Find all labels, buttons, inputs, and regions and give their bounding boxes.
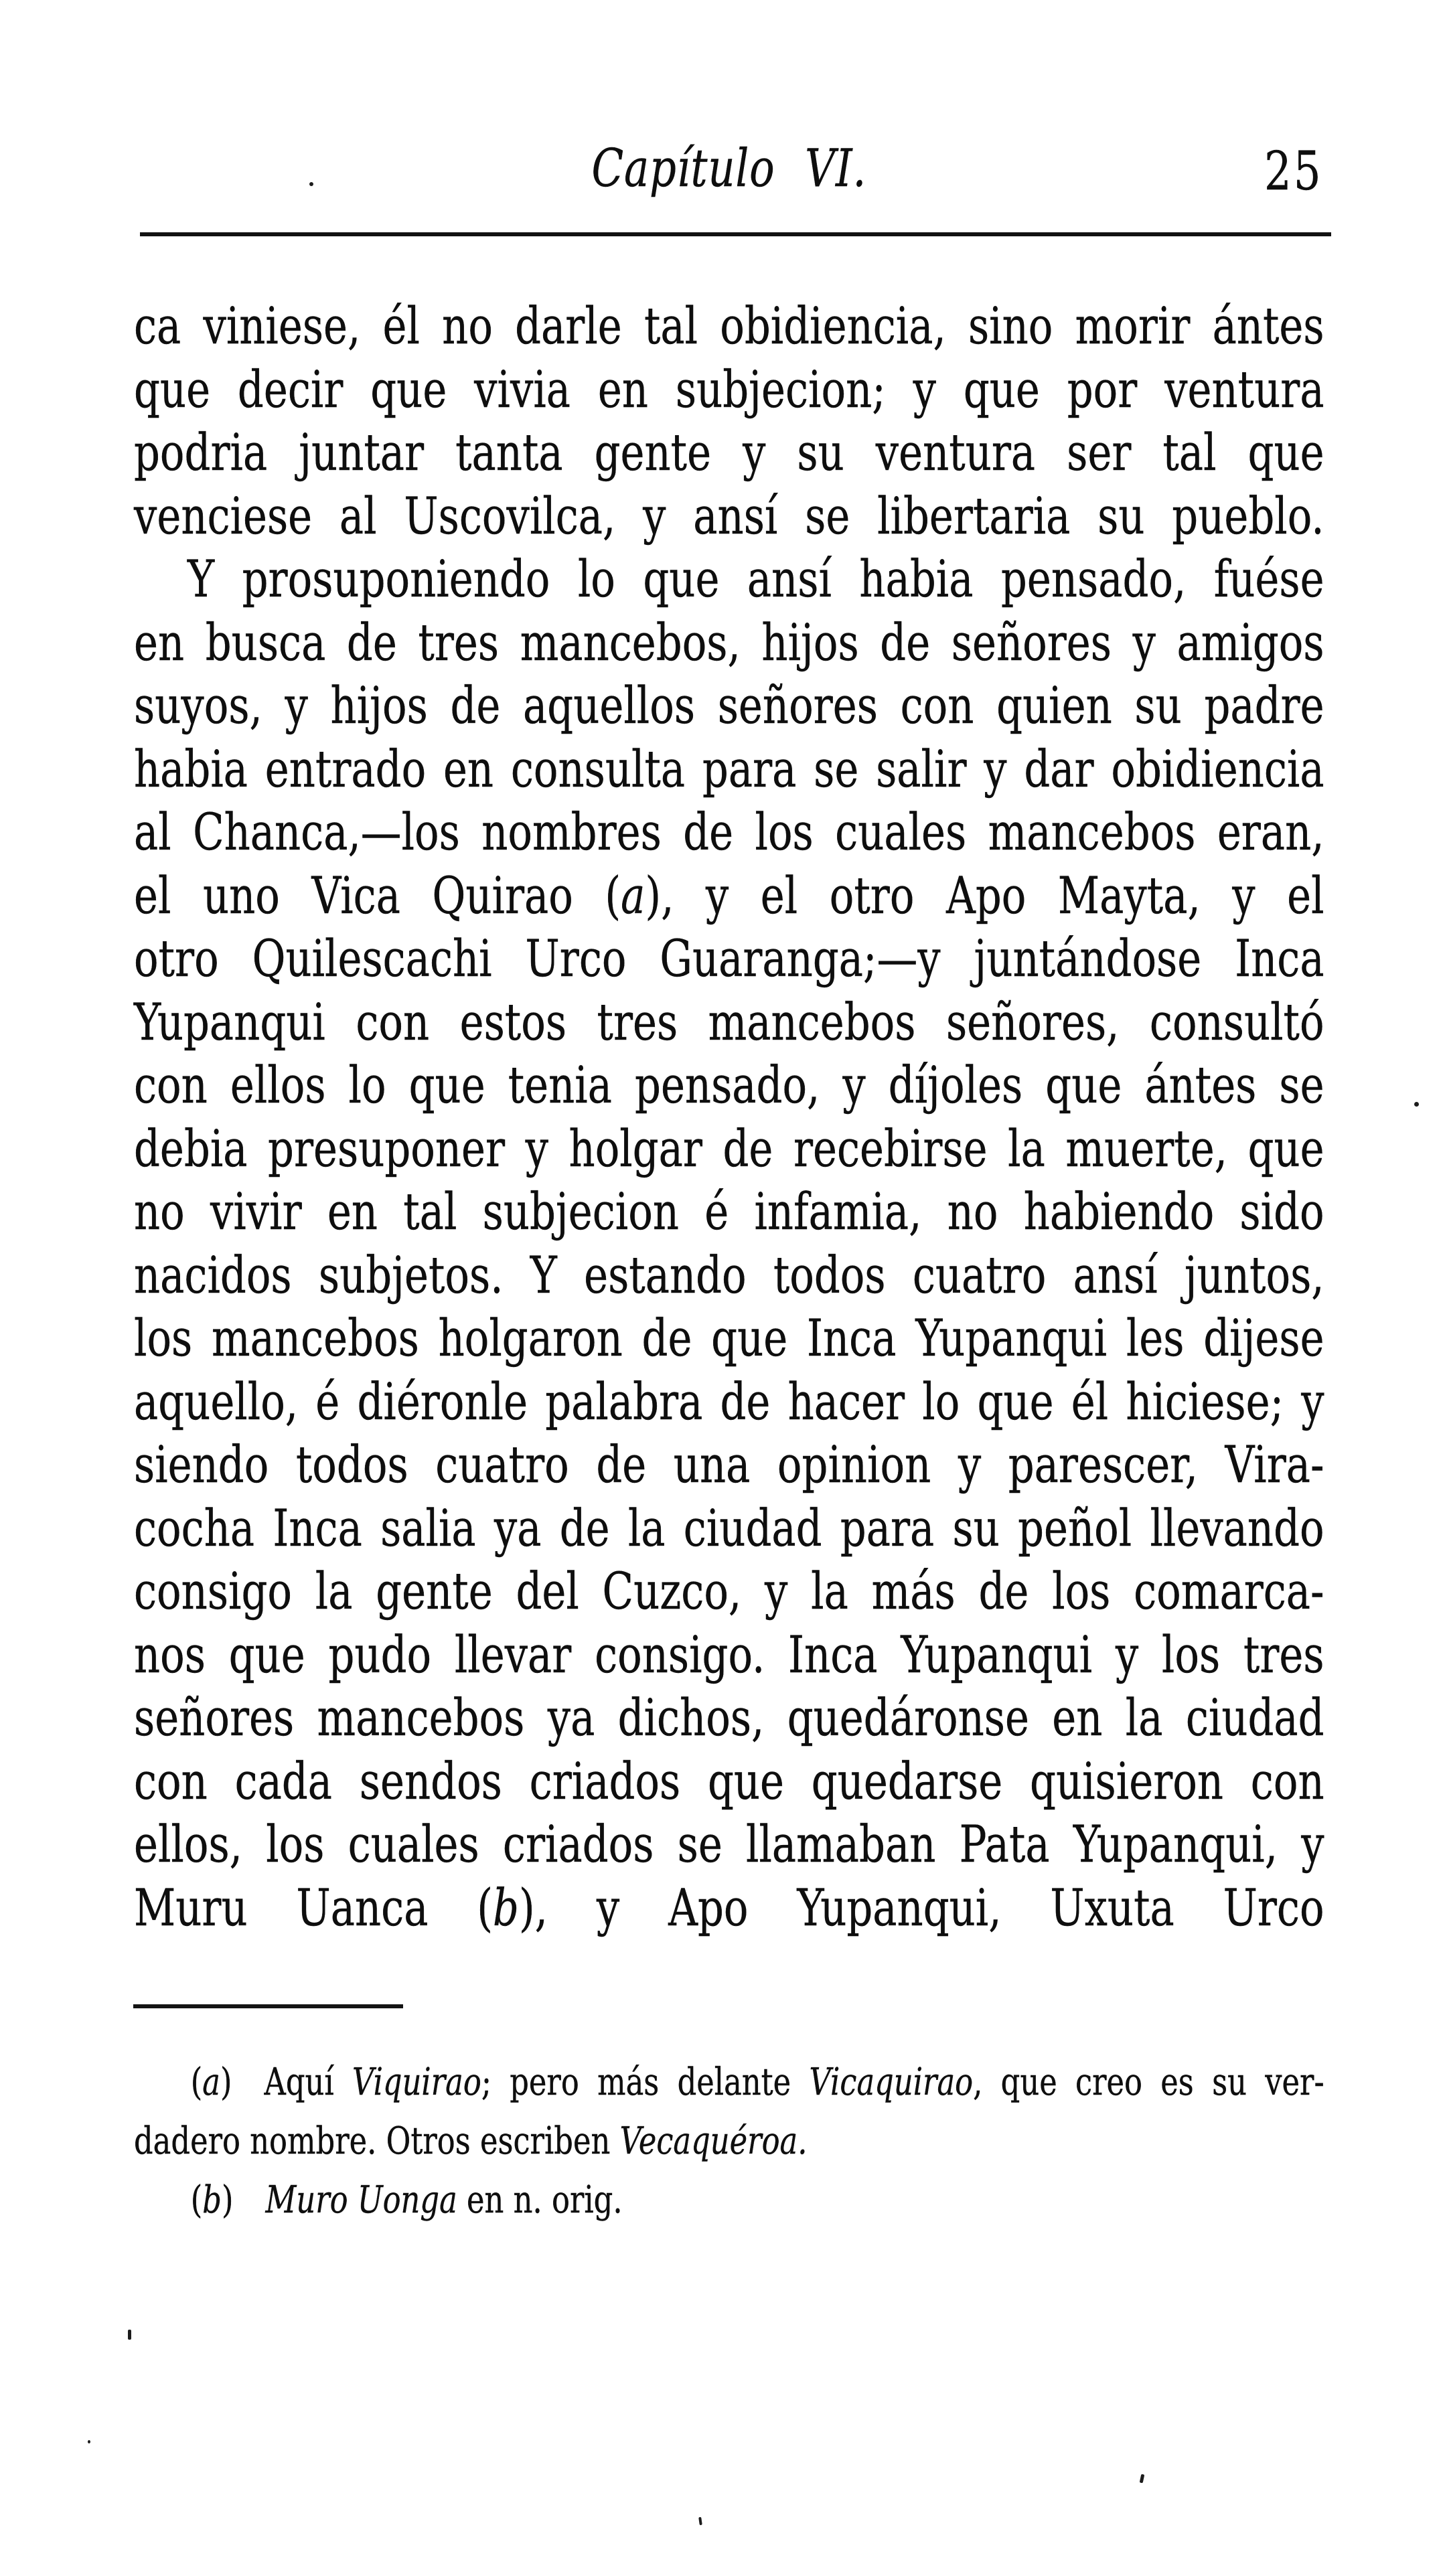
body-line: cocha Inca salia ya de la ciudad para su peñol llevando <box>134 1498 1324 1558</box>
footnote-b-line <box>134 2171 1324 2230</box>
footnote-name: Viquirao <box>352 2061 481 2104</box>
page-number: 25 <box>1264 140 1323 202</box>
footnote-name: Muro Uonga <box>265 2178 457 2222</box>
footnote-text: dadero nombre. Otros escriben <box>134 2119 620 2163</box>
footnote-b-marker: (b) <box>190 2178 234 2222</box>
scan-speck <box>1140 2474 1145 2484</box>
footnote-a-line-1 <box>134 2053 1324 2112</box>
body-line: venciese al Uscovilca, y ansí se libertaria su pueblo. <box>134 485 1324 546</box>
body-line: nos que pudo llevar consigo. Inca Yupanqui y los tres <box>134 1624 1324 1684</box>
body-line: que decir que vivia en subjecion; y que por ventura <box>134 359 1324 419</box>
body-line: no vivir en tal subjecion é infamia, no habiendo sido <box>134 1182 1324 1241</box>
header-rule <box>140 232 1331 236</box>
footnote-ref-a: a <box>621 865 645 925</box>
body-line: al Chanca,—los nombres de los cuales mancebos eran, <box>134 802 1324 862</box>
scan-speck <box>128 2330 131 2340</box>
body-line: señores mancebos ya dichos, quedáronse en la ciudad <box>134 1688 1324 1747</box>
body-line: otro Quilescachi Urco Guaranga;—y juntándose Inca <box>134 929 1324 988</box>
body-line: en busca de tres mancebos, hijos de señores y amigos <box>134 612 1324 672</box>
footnote-ref-b: b <box>493 1877 519 1937</box>
footnotes <box>134 2053 1324 2230</box>
body-line: aquello, é diéronle palabra de hacer lo que él hiciese; y <box>134 1371 1324 1431</box>
scan-speck <box>309 182 313 186</box>
body-line: Yupanqui con estos tres mancebos señores, consultó <box>134 991 1324 1052</box>
footnote-a-marker: (a) <box>190 2061 232 2104</box>
body-line: suyos, y hijos de aquellos señores con quien su padre <box>134 675 1324 735</box>
footnote-text: ; pero más delante <box>481 2061 810 2104</box>
body-line: debia presuponer y holgar de recebirse la muerte, que <box>134 1118 1324 1178</box>
body-line: habia entrado en consulta para se salir y dar obidiencia <box>134 738 1324 799</box>
body-line: consigo la gente del Cuzco, y la más de los comarca- <box>134 1561 1324 1621</box>
body-line: podria juntar tanta gente y su ventura ser tal que <box>134 422 1324 482</box>
body-line: con cada sendos criados que quedarse quisieron con <box>134 1751 1324 1811</box>
body-line: ca viniese, él no darle tal obidiencia, sino morir ántes <box>134 296 1324 355</box>
body-line: siendo todos cuatro de una opinion y parescer, Vira- <box>134 1435 1324 1494</box>
footnote-name: Vecaquéroa. <box>619 2119 808 2163</box>
body-line: nacidos subjetos. Y estando todos cuatro ansí juntos, <box>134 1244 1324 1305</box>
footnote-text: en n. orig. <box>457 2178 623 2222</box>
footnote-text: Aquí <box>264 2061 352 2104</box>
body-line <box>134 1876 1324 1940</box>
body-line <box>134 864 1324 928</box>
chapter-heading: Capítulo VI. <box>591 139 867 199</box>
body-line-text: ), y el otro Apo Mayta, y el <box>645 865 1324 925</box>
scan-speck <box>1414 1102 1419 1107</box>
footnote-name: Vicaquirao <box>809 2061 974 2104</box>
body-line-text: ), y Apo Yupanqui, Uxuta Urco <box>518 1877 1324 1937</box>
body-line: los mancebos holgaron de que Inca Yupanqui les dijese <box>134 1308 1324 1368</box>
scan-speck <box>698 2517 702 2525</box>
body-line: ellos, los cuales criados se llamaban Pata Yupanqui, y <box>134 1814 1324 1874</box>
body-text <box>134 295 1324 1939</box>
footnote-text: , que creo es su ver- <box>973 2061 1324 2104</box>
body-line: Y prosuponiendo lo que ansí habia pensado, fuése <box>187 549 1324 609</box>
scan-speck <box>88 2440 90 2443</box>
body-line-text: el uno Vica Quirao ( <box>134 865 621 925</box>
footnote-separator <box>133 2004 403 2008</box>
footnote-a-line-2 <box>134 2112 1324 2171</box>
body-line: con ellos lo que tenia pensado, y díjoles que ántes se <box>134 1055 1324 1115</box>
body-line-text: Muru Uanca ( <box>134 1877 493 1937</box>
